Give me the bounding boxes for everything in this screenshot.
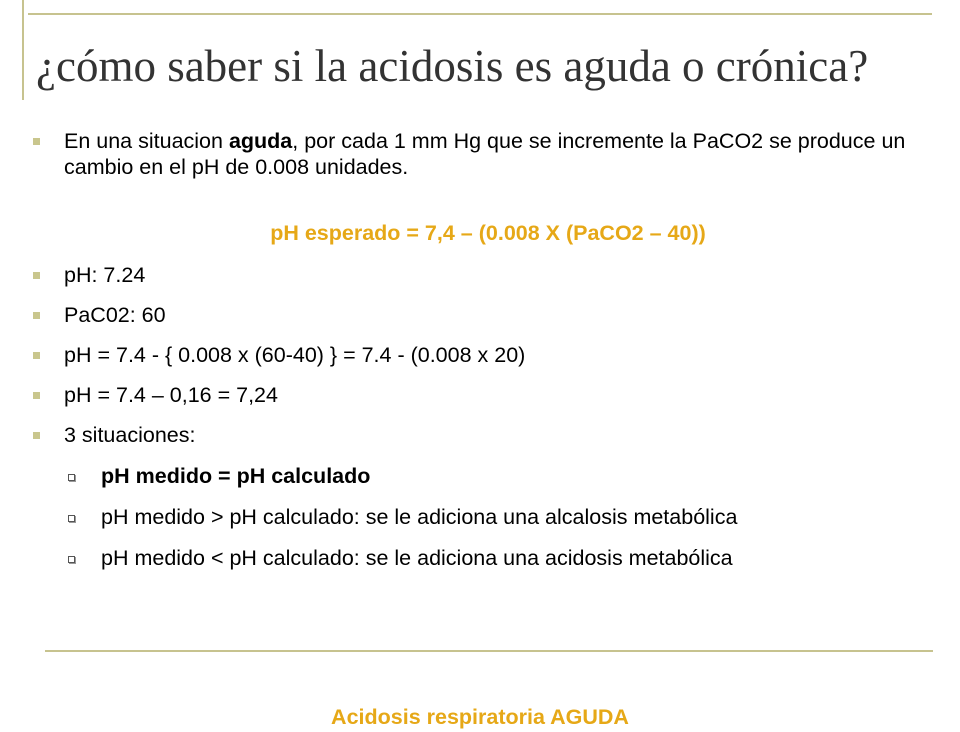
subbullet-item-greater: [32, 504, 912, 530]
bullet-text: pH: 7.24: [64, 263, 146, 287]
bullet-text-bold: aguda: [228, 129, 293, 153]
bullet-text: 3 situaciones:: [64, 423, 196, 447]
square-bullet-icon: [33, 312, 40, 319]
bullet-item-ph: [32, 262, 912, 288]
decorative-bottom-line: [45, 650, 933, 652]
hollow-square-bullet-icon: [68, 515, 75, 522]
subbullet-item-equal: [32, 463, 912, 489]
square-bullet-icon: [33, 272, 40, 279]
formula-line: pH esperado = 7,4 – (0.008 X (PaCO2 – 40)): [270, 221, 706, 245]
subbullet-item-less: [32, 545, 912, 571]
footer-caption: Acidosis respiratoria AGUDA: [331, 705, 629, 729]
square-bullet-icon: [33, 432, 40, 439]
square-bullet-icon: [33, 352, 40, 359]
bullet-text-post: , por cada 1 mm Hg que se incremente la PaCO2 se produce un cambio en el pH de 0.008 unidades.: [64, 129, 906, 179]
decorative-top-line: [28, 13, 932, 15]
slide-content: [32, 128, 912, 571]
bullet-item-paco2: [32, 302, 912, 328]
square-bullet-icon: [33, 392, 40, 399]
slide-title: ¿cómo saber si la acidosis es aguda o crónica?: [36, 41, 869, 91]
bullet-item-calc-1: [32, 342, 912, 368]
subbullet-text: pH medido < pH calculado: se le adiciona una acidosis metabólica: [101, 546, 733, 570]
subbullet-text: pH medido = pH calculado: [101, 464, 371, 488]
decorative-vertical-line: [22, 0, 24, 100]
square-bullet-icon: [33, 138, 40, 145]
subbullet-text: pH medido > pH calculado: se le adiciona una alcalosis metabólica: [101, 505, 738, 529]
bullet-item-situations: [32, 422, 912, 448]
hollow-square-bullet-icon: [68, 556, 75, 563]
bullet-item-calc-2: [32, 382, 912, 408]
bullet-text: pH = 7.4 - { 0.008 x (60-40) } = 7.4 - (0.008 x 20): [64, 343, 526, 367]
bullet-text-pre: En una situacion: [64, 129, 229, 153]
bullet-text: pH = 7.4 – 0,16 = 7,24: [64, 383, 278, 407]
hollow-square-bullet-icon: [68, 474, 75, 481]
bullet-item-acute-rule: [32, 128, 912, 180]
bullet-text: PaC02: 60: [64, 303, 166, 327]
